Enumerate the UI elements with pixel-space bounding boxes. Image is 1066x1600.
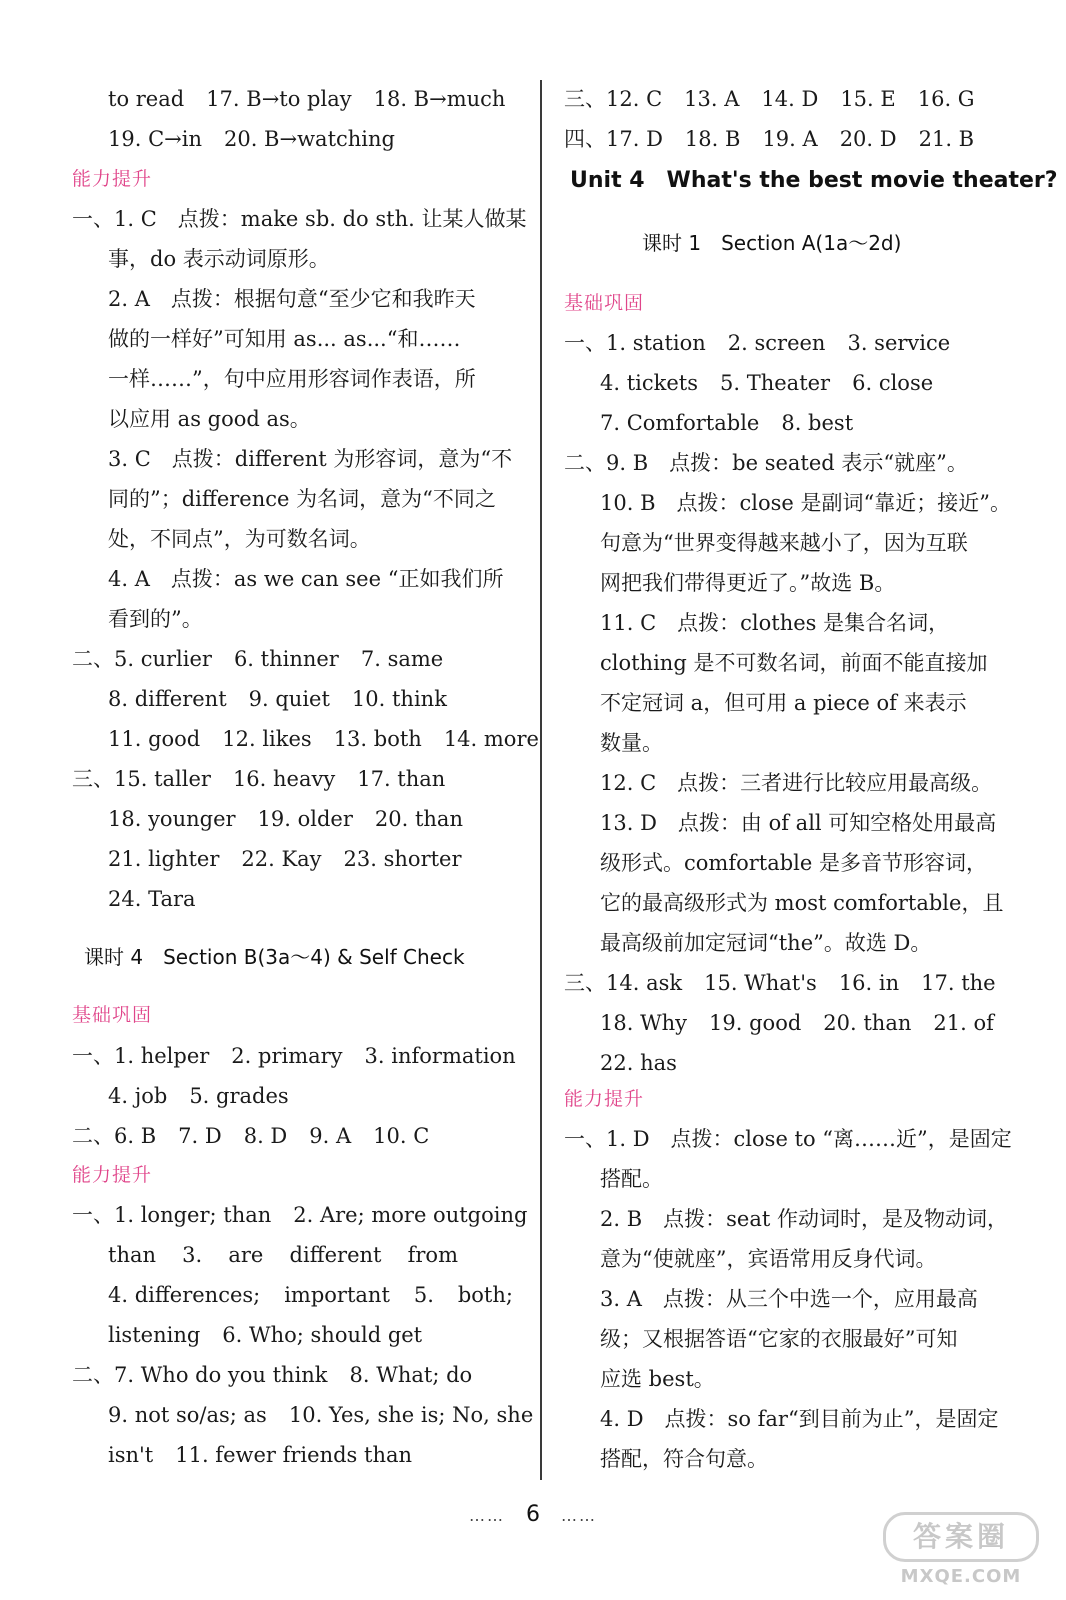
answer-item: 6. Who; should get [222,1323,423,1347]
answer-item: important [284,1283,390,1307]
explanation-line: 11. C 点拨：clothes 是集合名词， [600,611,950,635]
explanation-line: 它的最高级形式为 most comfortable，且 [600,891,1004,915]
section-label: 能力提升 [72,1164,153,1186]
answer-line [72,1121,429,1151]
answer-line [72,1041,516,1071]
answer-item: 三、14. ask [564,971,683,995]
answer-item: 4. differences; [108,1283,261,1307]
answer-line [108,724,539,754]
explanation-line: 13. D 点拨：由 of all 可知空格处用最高 [600,811,997,835]
explanation-line: 10. B 点拨：close 是副词“靠近；接近”。 [600,491,1011,515]
answer-item: listening [108,1323,201,1347]
answer-item: 2. Are; more outgoing [293,1203,528,1227]
answer-item: 21. lighter [108,847,220,871]
answer-item: 4. tickets [600,371,698,395]
section-label: 能力提升 [564,1088,645,1110]
answer-item: 14. D [761,87,819,111]
answer-item: 21. of [933,1011,994,1035]
answer-item: 9. quiet [248,687,330,711]
answer-item: 10. C [373,1124,430,1148]
footer-dots-right: …… [561,1506,597,1525]
column-divider [540,80,542,1480]
answer-item: 16. heavy [232,767,336,791]
answer-item: 6. close [852,371,934,395]
explanation-line: 同的”；difference 为名词，意为“不同之 [108,487,496,511]
explanation-line: 处，不同点”，为可数名词。 [108,527,371,551]
answer-item: 5. [413,1283,434,1307]
answer-item: 5. Theater [720,371,831,395]
answer-item: 8. D [243,1124,288,1148]
unit-title: Unit 4 What's the best movie theater? [570,168,1058,193]
answer-item: 7. D [178,1124,222,1148]
answer-item: 4. job [108,1084,168,1108]
answer-item: 二、6. B [72,1124,157,1148]
answer-item: 13. A [684,87,740,111]
answer-line [72,764,445,794]
answer-line [564,328,950,358]
explanation-line: 做的一样好”可知用 as... as...“和…… [108,327,461,351]
watermark-seal: 答案圈 [883,1512,1039,1562]
answer-item: 3. service [847,331,951,355]
explanation-line: 数量。 [600,731,663,755]
answer-item: 2. screen [727,331,826,355]
explanation-line: 2. B 点拨：seat 作动词时，是及物动词， [600,1207,1008,1231]
footer-dots-left: …… [469,1506,505,1525]
answer-line [564,968,996,998]
answer-item: than [108,1243,157,1267]
answer-line [108,1320,422,1350]
answer-item: 17. the [921,971,996,995]
answer-item: 8. best [781,411,854,435]
answer-item: 3. information [364,1044,516,1068]
answer-item: 一、1. station [564,331,706,355]
answer-item: 20. than [374,807,463,831]
explanation-line: 看到的”。 [108,607,203,631]
answer-line [108,124,395,154]
answer-item: 20. than [823,1011,912,1035]
answer-item: 19. A [762,127,818,151]
answer-line [564,124,974,154]
answer-item: 21. B [918,127,975,151]
answer-item: different [289,1243,382,1267]
answer-line [108,1240,458,1270]
answer-item: 20. B→watching [223,127,395,151]
page-number: 6 [526,1502,540,1527]
answer-item: 3. [182,1243,203,1267]
answer-line [564,84,975,114]
answer-line [108,804,463,834]
answer-line [600,408,853,438]
answer-line [108,1440,412,1470]
answer-line [600,368,933,398]
explanation-line: 4. D 点拨：so far“到目前为止”，是固定 [600,1407,999,1431]
explanation-line: 事，do 表示动词原形。 [108,247,330,271]
answer-item: 18. younger [108,807,236,831]
answer-item: 二、7. Who do you think [72,1363,328,1387]
answer-item: 17. B→to play [206,87,352,111]
explanation-line: 一、1. C 点拨：make sb. do sth. 让某人做某 [72,207,527,231]
answer-line [600,1008,994,1038]
explanation-line: 级；又根据答语“它家的衣服最好”可知 [600,1327,958,1351]
answer-line [600,1048,677,1078]
answer-item: 8. different [108,687,227,711]
answer-line [108,1400,533,1430]
answer-item: 5. grades [189,1084,289,1108]
answer-item: 一、1. helper [72,1044,210,1068]
answer-item: 17. than [357,767,446,791]
section-label: 基础巩固 [564,292,645,314]
answer-item: 11. good [108,727,201,751]
explanation-line: 3. C 点拨：different 为形容词，意为“不 [108,447,513,471]
answer-item: 2. primary [231,1044,343,1068]
answer-item: 14. more [443,727,539,751]
answer-item: 一、1. longer; than [72,1203,272,1227]
explanation-line: 4. A 点拨：as we can see “正如我们所 [108,567,504,591]
lesson-heading: 课时 1 Section A(1a～2d) [642,231,902,255]
explanation-line: 2. A 点拨：根据句意“至少它和我昨天 [108,287,476,311]
lesson-heading: 课时 4 Section B(3a～4) & Self Check [84,945,465,969]
answer-item: 8. What; do [349,1363,473,1387]
explanation-line: 最高级前加定冠词“the”。故选 D。 [600,931,932,955]
answer-item: 9. A [309,1124,352,1148]
explanation-line: 句意为“世界变得越来越小了，因为互联 [600,531,968,555]
answer-item: 9. not so/as; as [108,1403,267,1427]
answer-item: 三、15. taller [72,767,211,791]
answer-item: 四、17. D [564,127,663,151]
watermark-logo [876,1512,1046,1590]
answer-item: are [228,1243,264,1267]
answer-item: both; [457,1283,513,1307]
answer-item: 7. same [360,647,444,671]
explanation-line: 搭配。 [600,1167,663,1191]
section-label: 能力提升 [72,168,153,190]
answer-item: 22. Kay [241,847,322,871]
explanation-line: 网把我们带得更近了。”故选 B。 [600,571,896,595]
answer-line [72,1200,527,1230]
answer-line [108,884,196,914]
explanation-line: 3. A 点拨：从三个中选一个，应用最高 [600,1287,978,1311]
answer-item: 二、5. curlier [72,647,212,671]
answer-line [108,84,505,114]
answer-item: 15. What's [704,971,817,995]
answer-item: 16. in [838,971,900,995]
explanation-line: clothing 是不可数名词，前面不能直接加 [600,651,988,675]
answer-item: to read [108,87,185,111]
answer-item: 10. Yes, she is; No, she [288,1403,534,1427]
answer-item: 三、12. C [564,87,663,111]
answer-item: 18. Why [600,1011,688,1035]
explanation-line: 不定冠词 a，但可用 a piece of 来表示 [600,691,967,715]
answer-item: 23. shorter [343,847,462,871]
answer-item: isn't [108,1443,154,1467]
explanation-line: 应选 best。 [600,1367,715,1391]
explanation-line: 一样……”，句中应用形容词作表语，所 [108,367,476,391]
answer-line [108,1081,289,1111]
answer-item: 19. good [709,1011,802,1035]
explanation-line: 二、9. B 点拨：be seated 表示“就座”。 [564,451,968,475]
answer-item: 24. Tara [108,887,196,911]
explanation-line: 以应用 as good as。 [108,407,311,431]
answer-line [72,1360,472,1390]
answer-item: from [407,1243,458,1267]
answer-item: 6. thinner [233,647,339,671]
answer-line [108,684,447,714]
answer-line [72,644,443,674]
answer-item: 19. older [257,807,353,831]
answer-item: 18. B [684,127,741,151]
answer-item: 18. B→much [373,87,506,111]
answer-item: 20. D [839,127,897,151]
section-label: 基础巩固 [72,1004,153,1026]
explanation-line: 12. C 点拨：三者进行比较应用最高级。 [600,771,993,795]
answer-item: 22. has [600,1051,677,1075]
watermark-url: MXQE.COM [900,1566,1022,1587]
answer-item: 19. C→in [108,127,202,151]
answer-line [108,844,462,874]
answer-item: 15. E [840,87,896,111]
explanation-line: 意为“使就座”，宾语常用反身代词。 [600,1247,937,1271]
explanation-line: 一、1. D 点拨：close to “离……近”，是固定 [564,1127,1012,1151]
answer-line [108,1280,513,1310]
answer-item: 10. think [351,687,447,711]
explanation-line: 级形式。comfortable 是多音节形容词， [600,851,987,875]
answer-item: 11. fewer friends than [175,1443,413,1467]
answer-item: 16. G [917,87,975,111]
explanation-line: 搭配，符合句意。 [600,1447,768,1471]
answer-item: 12. likes [222,727,312,751]
answer-item: 13. both [333,727,422,751]
answer-item: 7. Comfortable [600,411,760,435]
